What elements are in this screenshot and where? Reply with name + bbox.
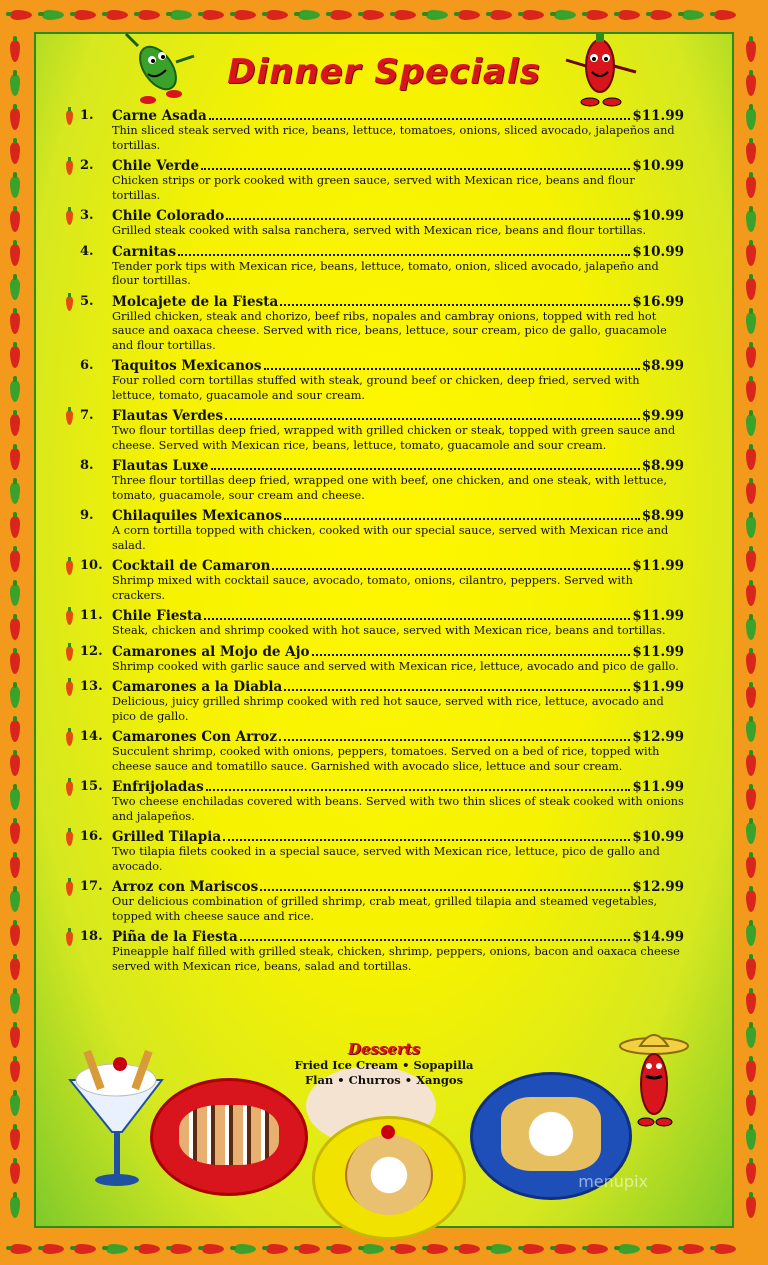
pepper-icon xyxy=(554,1244,576,1254)
pepper-icon xyxy=(170,10,192,20)
pepper-icon xyxy=(266,10,288,20)
item-number: 9. xyxy=(80,508,94,523)
item-header xyxy=(112,779,684,795)
item-number: 16. xyxy=(80,829,103,844)
item-price: $9.99 xyxy=(641,408,684,424)
pepper-icon xyxy=(458,10,480,20)
pepper-icon xyxy=(746,754,756,776)
fried-ice-cream-plate-icon xyxy=(312,1116,466,1240)
pepper-icon xyxy=(10,1196,20,1218)
item-name: Carne Asada xyxy=(112,108,207,124)
item-header xyxy=(112,558,684,574)
pepper-icon xyxy=(586,1244,608,1254)
pepper-icon xyxy=(746,1196,756,1218)
item-number: 18. xyxy=(80,929,103,944)
dot-leader xyxy=(211,468,640,470)
item-name: Arroz con Mariscos xyxy=(112,879,259,895)
pepper-icon xyxy=(10,686,20,708)
pepper-icon xyxy=(426,1244,448,1254)
pepper-icon xyxy=(10,958,20,980)
item-number: 15. xyxy=(80,779,103,794)
item-header xyxy=(112,679,684,695)
item-price: $11.99 xyxy=(632,108,684,124)
pepper-icon xyxy=(10,856,20,878)
item-price: $8.99 xyxy=(641,358,684,374)
pepper-icon xyxy=(522,1244,544,1254)
item-price: $11.99 xyxy=(632,679,684,695)
pepper-icon xyxy=(746,380,756,402)
item-description: Two flour tortillas deep fried, wrapped with grilled chicken or steak, topped with green sauce and cheese. Served with Mexican rice, beans, lettuce, tomato, guacamole and sour cream. xyxy=(112,424,676,452)
item-header xyxy=(112,108,684,124)
pepper-icon xyxy=(746,856,756,878)
menu-item xyxy=(66,929,684,974)
item-description: Four rolled corn tortillas stuffed with steak, ground beef or chicken, deep fried, served with lettuce, tomato, guacamole and sour cream. xyxy=(112,374,640,402)
item-description: Our delicious combination of grilled shrimp, crab meat, grilled tilapia and steamed vegetables, topped with cheese sauce and rice. xyxy=(112,895,658,923)
item-price: $12.99 xyxy=(632,729,684,745)
pepper-icon xyxy=(490,10,512,20)
item-name: Chile Colorado xyxy=(112,208,225,224)
pepper-icon xyxy=(746,686,756,708)
pepper-icon xyxy=(618,10,640,20)
dot-leader xyxy=(312,654,631,656)
item-number: 1. xyxy=(80,108,94,123)
chili-bullet-icon xyxy=(66,410,73,425)
item-number: 3. xyxy=(80,208,94,223)
item-name: Cocktail de Camaron xyxy=(112,558,271,574)
item-price: $8.99 xyxy=(641,458,684,474)
pepper-icon xyxy=(746,142,756,164)
menu-item xyxy=(66,508,684,553)
pepper-icon xyxy=(10,890,20,912)
item-price: $10.99 xyxy=(632,829,684,845)
item-header xyxy=(112,608,684,624)
dot-leader xyxy=(260,889,630,891)
item-price: $12.99 xyxy=(632,879,684,895)
pepper-icon xyxy=(298,1244,320,1254)
item-price: $10.99 xyxy=(632,208,684,224)
item-name: Flautas Luxe xyxy=(112,458,209,474)
pepper-icon xyxy=(618,1244,640,1254)
menu-list xyxy=(66,108,684,979)
menu-item xyxy=(66,829,684,874)
pepper-icon xyxy=(746,448,756,470)
pepper-icon xyxy=(10,1094,20,1116)
pepper-icon xyxy=(138,10,160,20)
pepper-icon xyxy=(202,1244,224,1254)
pepper-icon xyxy=(746,108,756,130)
dot-leader xyxy=(201,168,630,170)
item-number: 14. xyxy=(80,729,103,744)
pepper-icon xyxy=(10,380,20,402)
item-number: 13. xyxy=(80,679,103,694)
pepper-icon xyxy=(10,754,20,776)
dot-leader xyxy=(226,218,630,220)
pepper-icon xyxy=(746,312,756,334)
item-header xyxy=(112,829,684,845)
item-number: 17. xyxy=(80,879,103,894)
desserts-line-1: Fried Ice Cream • Sopapilla xyxy=(294,1058,474,1072)
pepper-icon xyxy=(42,10,64,20)
pepper-icon xyxy=(746,550,756,572)
item-price: $11.99 xyxy=(632,558,684,574)
item-description: Steak, chicken and shrimp cooked with hot sauce, served with Mexican rice, beans and tortillas. xyxy=(112,624,666,637)
pepper-icon xyxy=(746,652,756,674)
item-header xyxy=(112,294,684,310)
pepper-icon xyxy=(266,1244,288,1254)
item-price: $14.99 xyxy=(632,929,684,945)
item-price: $11.99 xyxy=(632,643,684,660)
pepper-icon xyxy=(682,10,704,20)
item-name: Camarones a la Diabla xyxy=(112,679,283,695)
pepper-icon xyxy=(10,1162,20,1184)
item-description: Succulent shrimp, cooked with onions, peppers, tomatoes. Served on a bed of rice, topped with cheese sauce and tomatillo sauce. Garnished with avocado slice, lettuce and sour cream. xyxy=(112,745,660,773)
item-name: Taquitos Mexicanos xyxy=(112,358,262,374)
pepper-icon xyxy=(10,720,20,742)
pepper-icon xyxy=(458,1244,480,1254)
item-header xyxy=(112,644,684,660)
item-header xyxy=(112,458,684,474)
item-name: Flautas Verdes xyxy=(112,408,224,424)
menu-item xyxy=(66,358,684,403)
pepper-icon xyxy=(10,312,20,334)
item-description: Grilled chicken, steak and chorizo, beef ribs, nopales and cambray onions, topped with red hot sauce and oaxaca cheese. Served with rice, beans, lettuce, sour cream, pico de gallo, guacamole and flour tortillas. xyxy=(112,309,667,352)
pepper-icon xyxy=(10,278,20,300)
dot-leader xyxy=(284,689,630,691)
item-price: $10.99 xyxy=(632,243,684,260)
pepper-icon xyxy=(202,10,224,20)
pepper-icon xyxy=(10,414,20,436)
pepper-icon xyxy=(10,584,20,606)
dot-leader xyxy=(279,739,630,741)
item-description: Shrimp cooked with garlic sauce and served with Mexican rice, lettuce, avocado and pico de gallo. xyxy=(112,659,679,673)
pepper-icon xyxy=(10,618,20,640)
chili-bullet-icon xyxy=(66,160,73,175)
item-header xyxy=(112,408,684,424)
pepper-icon xyxy=(234,1244,256,1254)
item-description: Two cheese enchiladas covered with beans. Served with two thin slices of steak cooked with onions and jalapeños. xyxy=(112,795,684,823)
pepper-icon xyxy=(746,924,756,946)
item-description: Thin sliced steak served with rice, beans, lettuce, tomatoes, onions, sliced avocado, jalapeños and tortillas. xyxy=(112,124,675,152)
dot-leader xyxy=(209,118,631,120)
pepper-icon xyxy=(234,10,256,20)
pepper-icon xyxy=(554,10,576,20)
desserts-title: Desserts xyxy=(347,1040,421,1058)
pepper-icon xyxy=(42,1244,64,1254)
pepper-icon xyxy=(394,10,416,20)
pepper-icon xyxy=(10,788,20,810)
pepper-icon xyxy=(426,10,448,20)
pepper-icon xyxy=(682,1244,704,1254)
menu-item xyxy=(66,294,684,354)
item-header xyxy=(112,358,684,374)
item-description: Two tilapia filets cooked in a special sauce, served with Mexican rice, lettuce, pico de gallo and avocado. xyxy=(112,845,660,873)
pepper-icon xyxy=(330,1244,352,1254)
pepper-icon xyxy=(746,720,756,742)
desserts-line-2: Flan • Churros • Xangos xyxy=(304,1073,464,1087)
menu-item xyxy=(66,558,684,603)
pepper-icon xyxy=(10,176,20,198)
pepper-icon xyxy=(746,822,756,844)
pepper-icon xyxy=(650,1244,672,1254)
dot-leader xyxy=(240,939,631,941)
menu-item xyxy=(66,679,684,724)
pepper-icon xyxy=(10,1244,32,1254)
chili-bullet-icon xyxy=(66,646,73,661)
pepper-icon xyxy=(746,1128,756,1150)
item-number: 11. xyxy=(80,608,103,623)
pepper-icon xyxy=(10,244,20,266)
churros-plate-icon xyxy=(150,1078,308,1196)
item-price: $10.99 xyxy=(632,158,684,174)
item-name: Chile Verde xyxy=(112,158,200,174)
pepper-icon xyxy=(522,10,544,20)
item-name: Camarones Con Arroz xyxy=(112,729,277,745)
pepper-icon xyxy=(746,210,756,232)
pepper-icon xyxy=(746,346,756,368)
chili-bullet-icon xyxy=(66,610,73,625)
item-header xyxy=(112,208,684,224)
watermark: menupix xyxy=(578,1172,648,1191)
pepper-icon xyxy=(106,10,128,20)
pepper-icon xyxy=(714,1244,736,1254)
pepper-icon xyxy=(746,278,756,300)
menu-item xyxy=(66,644,684,675)
chili-bullet-icon xyxy=(66,781,73,796)
item-name: Grilled Tilapia xyxy=(112,829,222,845)
dot-leader xyxy=(204,618,630,620)
menu-item xyxy=(66,208,684,239)
item-description: Pineapple half filled with grilled steak, chicken, shrimp, peppers, onions, bacon and oaxaca cheese served with Mexican rice, beans, salad and tortillas. xyxy=(112,945,680,973)
pepper-icon xyxy=(746,176,756,198)
pepper-icon xyxy=(138,1244,160,1254)
pepper-icon xyxy=(10,516,20,538)
dot-leader xyxy=(178,254,630,256)
pepper-icon xyxy=(10,448,20,470)
pepper-icon xyxy=(10,142,20,164)
pepper-icon xyxy=(746,618,756,640)
pepper-icon xyxy=(746,584,756,606)
pepper-icon xyxy=(10,550,20,572)
item-name: Piña de la Fiesta xyxy=(112,929,238,945)
menu-item xyxy=(66,244,684,289)
item-description: Delicious, juicy grilled shrimp cooked with red hot sauce, served with rice, lettuce, avocado and pico de gallo. xyxy=(112,695,664,723)
item-name: Chilaquiles Mexicanos xyxy=(112,508,283,524)
pepper-icon xyxy=(10,652,20,674)
pepper-icon xyxy=(746,992,756,1014)
item-description: A corn tortilla topped with chicken, cooked with our special sauce, served with Mexican rice and salad. xyxy=(112,524,669,552)
dot-leader xyxy=(272,568,630,570)
chili-bullet-icon xyxy=(66,110,73,125)
chili-bullet-icon xyxy=(66,831,73,846)
item-number: 5. xyxy=(80,293,94,309)
item-price: $11.99 xyxy=(632,608,684,624)
item-name: Molcajete de la Fiesta xyxy=(112,293,279,310)
pepper-icon xyxy=(10,924,20,946)
chili-bullet-icon xyxy=(66,560,73,575)
pepper-icon xyxy=(746,482,756,504)
item-header xyxy=(112,929,684,945)
menu-item xyxy=(66,779,684,824)
pepper-icon xyxy=(746,516,756,538)
item-name: Carnitas xyxy=(112,243,177,260)
dot-leader xyxy=(284,518,640,520)
item-number: 6. xyxy=(80,358,94,373)
pepper-icon xyxy=(330,10,352,20)
item-description: Three flour tortillas deep fried, wrapped one with beef, one chicken, and one steak, with lettuce, tomato, guacamole, sour cream and cheese. xyxy=(112,474,667,502)
pepper-icon xyxy=(746,890,756,912)
item-number: 7. xyxy=(80,408,94,423)
item-header xyxy=(112,508,684,524)
item-number: 4. xyxy=(80,243,94,259)
pepper-icon xyxy=(10,210,20,232)
pepper-icon xyxy=(10,482,20,504)
dot-leader xyxy=(206,789,631,791)
item-name: Enfrijoladas xyxy=(112,779,204,795)
item-price: $16.99 xyxy=(632,293,684,310)
item-number: 8. xyxy=(80,458,94,473)
desserts-section xyxy=(0,1040,768,1088)
menu-item xyxy=(66,408,684,453)
pepper-icon xyxy=(74,1244,96,1254)
pepper-icon xyxy=(74,10,96,20)
item-number: 10. xyxy=(80,558,103,573)
item-header xyxy=(112,729,684,745)
page-title: Dinner Specials xyxy=(227,52,541,92)
chili-bullet-icon xyxy=(66,296,73,311)
pepper-icon xyxy=(10,108,20,130)
item-price: $8.99 xyxy=(641,508,684,524)
chili-bullet-icon xyxy=(66,681,73,696)
pepper-icon xyxy=(650,10,672,20)
pepper-icon xyxy=(746,414,756,436)
menu-item xyxy=(66,729,684,774)
pepper-icon xyxy=(10,346,20,368)
pepper-icon xyxy=(10,1128,20,1150)
dot-leader xyxy=(280,304,630,306)
item-header xyxy=(112,158,684,174)
pepper-icon xyxy=(746,244,756,266)
item-number: 12. xyxy=(80,643,103,659)
dot-leader xyxy=(225,418,640,420)
chili-bullet-icon xyxy=(66,210,73,225)
pepper-icon xyxy=(298,10,320,20)
pepper-icon xyxy=(10,10,32,20)
item-description: Shrimp mixed with cocktail sauce, avocado, tomato, onions, cilantro, peppers. Served with crackers. xyxy=(112,574,633,602)
item-number: 2. xyxy=(80,158,94,173)
menu-item xyxy=(66,458,684,503)
item-header xyxy=(112,244,684,260)
menu-item xyxy=(66,158,684,203)
pepper-icon xyxy=(746,788,756,810)
pepper-icon xyxy=(10,992,20,1014)
menu-item xyxy=(66,108,684,153)
pepper-icon xyxy=(586,10,608,20)
chili-bullet-icon xyxy=(66,881,73,896)
menu-item xyxy=(66,879,684,924)
item-description: Chicken strips or pork cooked with green sauce, served with Mexican rice, beans and flour tortillas. xyxy=(112,174,635,202)
item-description: Tender pork tips with Mexican rice, beans, lettuce, tomato, onion, sliced avocado, jalapeño and flour tortillas. xyxy=(112,259,659,287)
item-name: Chile Fiesta xyxy=(112,608,202,624)
chili-bullet-icon xyxy=(66,731,73,746)
chili-bullet-icon xyxy=(66,931,73,946)
pepper-icon xyxy=(714,10,736,20)
pepper-icon xyxy=(490,1244,512,1254)
pepper-icon xyxy=(362,1244,384,1254)
pepper-icon xyxy=(746,1094,756,1116)
dot-leader xyxy=(264,368,640,370)
item-price: $11.99 xyxy=(632,779,684,795)
pepper-icon xyxy=(746,1162,756,1184)
pepper-icon xyxy=(746,958,756,980)
item-description: Grilled steak cooked with salsa ranchera, served with Mexican rice, beans and flour tortillas. xyxy=(112,224,647,237)
item-name: Camarones al Mojo de Ajo xyxy=(112,643,310,660)
pepper-icon xyxy=(394,1244,416,1254)
pepper-icon xyxy=(362,10,384,20)
dot-leader xyxy=(223,839,630,841)
pepper-icon xyxy=(170,1244,192,1254)
pepper-icon xyxy=(106,1244,128,1254)
item-header xyxy=(112,879,684,895)
pepper-icon xyxy=(10,822,20,844)
menu-item xyxy=(66,608,684,639)
